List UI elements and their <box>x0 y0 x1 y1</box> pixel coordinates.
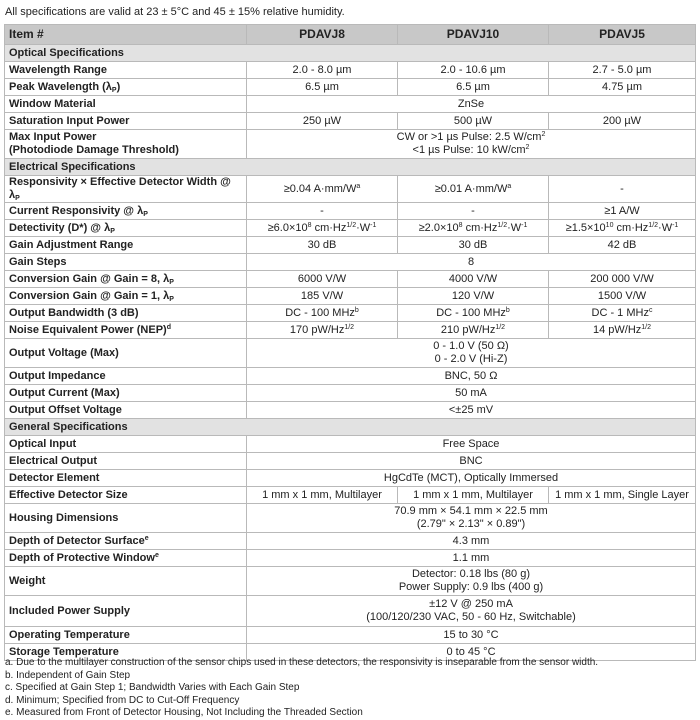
footnote: d. Minimum; Specified from DC to Cut-Off Frequency <box>5 694 240 706</box>
section-title: Optical Specifications <box>5 45 696 62</box>
section-title: General Specifications <box>5 419 696 436</box>
row-label: Output Impedance <box>5 368 247 385</box>
cell-value: 8 <box>247 254 696 271</box>
cell-value: 500 µW <box>398 113 549 130</box>
row-label: Optical Input <box>5 436 247 453</box>
table-row <box>5 113 696 130</box>
table-row <box>5 203 696 220</box>
table-row <box>5 339 696 368</box>
row-label: Current Responsivity @ $\lambda_P$ <box>5 203 247 220</box>
row-label: Output Bandwidth (3 dB) <box>5 305 247 322</box>
row-label: Output Voltage (Max) <box>5 339 247 368</box>
cell-value: 120 V/W <box>398 288 549 305</box>
table-row <box>5 487 696 504</box>
cell-value: ≥1 A/W <box>549 203 696 220</box>
cell-value: $\ge 1.5\times 10^{10}$ $cm\cdot Hz^{1/2}\cdot W^{-1}$ <box>549 220 696 237</box>
section-general <box>5 419 696 436</box>
cell-value: BNC <box>247 453 696 470</box>
header-pdavj5: PDAVJ5 <box>549 25 696 45</box>
cell-value: 210 $pW/Hz^{1/2}$ <box>398 322 549 339</box>
table-row <box>5 288 696 305</box>
cell-value: 200 000 V/W <box>549 271 696 288</box>
table-row <box>5 533 696 550</box>
row-label: Operating Temperature <box>5 627 247 644</box>
cell-value: 4.75 µm <box>549 79 696 96</box>
row-label: Housing Dimensions <box>5 504 247 533</box>
row-label: Storage Temperature <box>5 644 247 661</box>
footnote: b. Independent of Gain Step <box>5 669 131 681</box>
cell-value: 6.5 µm <box>398 79 549 96</box>
cell-value: 30 dB <box>247 237 398 254</box>
cell-value: 4.3 mm <box>247 533 696 550</box>
cell-value: 0 to 45 °C <box>247 644 696 661</box>
row-label: Responsivity × Effective Detector Width @ $\lambda_P$ <box>5 176 247 203</box>
row-label: Conversion Gain @ Gain = 1, $\lambda_P$ <box>5 288 247 305</box>
cell-value: ≥0.01 $A\cdot mm/W^a$ <box>398 176 549 203</box>
section-title: Electrical Specifications <box>5 159 696 176</box>
table-row <box>5 368 696 385</box>
table-row <box>5 627 696 644</box>
row-label: Detector Element <box>5 470 247 487</box>
cell-value: 1 mm x 1 mm, Multilayer <box>398 487 549 504</box>
cell-value: 30 dB <box>398 237 549 254</box>
cell-value: 250 µW <box>247 113 398 130</box>
table-row <box>5 79 696 96</box>
table-row <box>5 436 696 453</box>
cell-value: 15 to 30 °C <box>247 627 696 644</box>
cell-value: CW or >1 µs Pulse: 2.5 $W/cm^2$ <1 µs Pulse: 10 $kW/cm^2$ <box>247 130 696 159</box>
cell-value: 6.5 µm <box>247 79 398 96</box>
table-row <box>5 550 696 567</box>
row-label: Depth of Protective Window$^e$ <box>5 550 247 567</box>
cell-value: 170 $pW/Hz^{1/2}$ <box>247 322 398 339</box>
row-label: Output Offset Voltage <box>5 402 247 419</box>
cell-value: 2.0 - 8.0 µm <box>247 62 398 79</box>
cell-value: DC - 1 MHz$^c$ <box>549 305 696 322</box>
section-electrical <box>5 159 696 176</box>
cell-value: 70.9 mm × 54.1 mm × 22.5 mm (2.79" × 2.13" × 0.89") <box>247 504 696 533</box>
footnote: e. Measured from Front of Detector Housing, Not Including the Threaded Section <box>5 707 363 718</box>
row-label: Gain Steps <box>5 254 247 271</box>
cell-value: $\ge 2.0\times 10^8$ $cm\cdot Hz^{1/2}\cdot W^{-1}$ <box>398 220 549 237</box>
row-label: Effective Detector Size <box>5 487 247 504</box>
table-row <box>5 271 696 288</box>
header-item: Item # <box>5 25 247 45</box>
section-optical <box>5 45 696 62</box>
cell-value: <±25 mV <box>247 402 696 419</box>
table-row <box>5 504 696 533</box>
row-label: Max Input Power (Photodiode Damage Threshold) <box>5 130 247 159</box>
validity-note: All specifications are valid at 23 ± 5°C and 45 ± 15% relative humidity. <box>5 6 345 18</box>
header-pdavj10: PDAVJ10 <box>398 25 549 45</box>
cell-value: 1 mm x 1 mm, Multilayer <box>247 487 398 504</box>
header-pdavj8: PDAVJ8 <box>247 25 398 45</box>
table-row <box>5 176 696 203</box>
table-row <box>5 453 696 470</box>
cell-value: Free Space <box>247 436 696 453</box>
cell-value: ≥0.04 $A\cdot mm/W^a$ <box>247 176 398 203</box>
table-row <box>5 567 696 596</box>
footnote: a. Due to the multilayer construction of the sensor chips used in these detectors, the responsivity is inseparable from the sensor width. <box>5 657 599 668</box>
table-row <box>5 96 696 113</box>
row-label: Peak Wavelength $(\lambda_P)$ <box>5 79 247 96</box>
row-label: Gain Adjustment Range <box>5 237 247 254</box>
table-row <box>5 322 696 339</box>
cell-value: 4000 V/W <box>398 271 549 288</box>
row-label: Electrical Output <box>5 453 247 470</box>
cell-value: - <box>549 176 696 203</box>
cell-value: BNC, 50 Ω <box>247 368 696 385</box>
table-row <box>5 220 696 237</box>
cell-value: HgCdTe (MCT), Optically Immersed <box>247 470 696 487</box>
table-row <box>5 62 696 79</box>
row-label: Included Power Supply <box>5 596 247 627</box>
row-label: Output Current (Max) <box>5 385 247 402</box>
cell-value: 2.0 - 10.6 µm <box>398 62 549 79</box>
table-row <box>5 130 696 159</box>
cell-value: 1500 V/W <box>549 288 696 305</box>
cell-value: 2.7 - 5.0 µm <box>549 62 696 79</box>
row-label: Conversion Gain @ Gain = 8, $\lambda_P$ <box>5 271 247 288</box>
cell-value: Detector: 0.18 lbs (80 g) Power Supply: 0.9 lbs (400 g) <box>247 567 696 596</box>
cell-value: 6000 V/W <box>247 271 398 288</box>
row-label: Window Material <box>5 96 247 113</box>
row-label: Depth of Detector Surface$^e$ <box>5 533 247 550</box>
row-label: Detectivity (D*) @ $\lambda_P$ <box>5 220 247 237</box>
table-header-row <box>5 25 696 45</box>
specifications-table <box>4 24 696 661</box>
cell-value: ZnSe <box>247 96 696 113</box>
cell-value: 42 dB <box>549 237 696 254</box>
table-row <box>5 305 696 322</box>
table-row <box>5 596 696 627</box>
cell-value: DC - 100 MHz$^b$ <box>398 305 549 322</box>
table-row <box>5 402 696 419</box>
footnote: c. Specified at Gain Step 1; Bandwidth Varies with Each Gain Step <box>5 682 300 693</box>
table-row <box>5 254 696 271</box>
cell-value: 1 mm x 1 mm, Single Layer <box>549 487 696 504</box>
footnotes <box>5 657 598 720</box>
cell-value: 200 µW <box>549 113 696 130</box>
row-label: Noise Equivalent Power (NEP)$^d$ <box>5 322 247 339</box>
cell-value: 0 - 1.0 V (50 Ω) 0 - 2.0 V (Hi-Z) <box>247 339 696 368</box>
cell-value: - <box>398 203 549 220</box>
cell-value: 1.1 mm <box>247 550 696 567</box>
table-row <box>5 385 696 402</box>
cell-value: 14 $pW/Hz^{1/2}$ <box>549 322 696 339</box>
cell-value: DC - 100 MHz$^b$ <box>247 305 398 322</box>
cell-value: 50 mA <box>247 385 696 402</box>
cell-value: - <box>247 203 398 220</box>
row-label: Wavelength Range <box>5 62 247 79</box>
row-label: Weight <box>5 567 247 596</box>
table-row <box>5 237 696 254</box>
cell-value: 185 V/W <box>247 288 398 305</box>
cell-value: $\ge 6.0\times 10^8$ $cm\cdot Hz^{1/2}\cdot W^{-1}$ <box>247 220 398 237</box>
table-row <box>5 470 696 487</box>
row-label: Saturation Input Power <box>5 113 247 130</box>
cell-value: ±12 V @ 250 mA (100/120/230 VAC, 50 - 60 Hz, Switchable) <box>247 596 696 627</box>
